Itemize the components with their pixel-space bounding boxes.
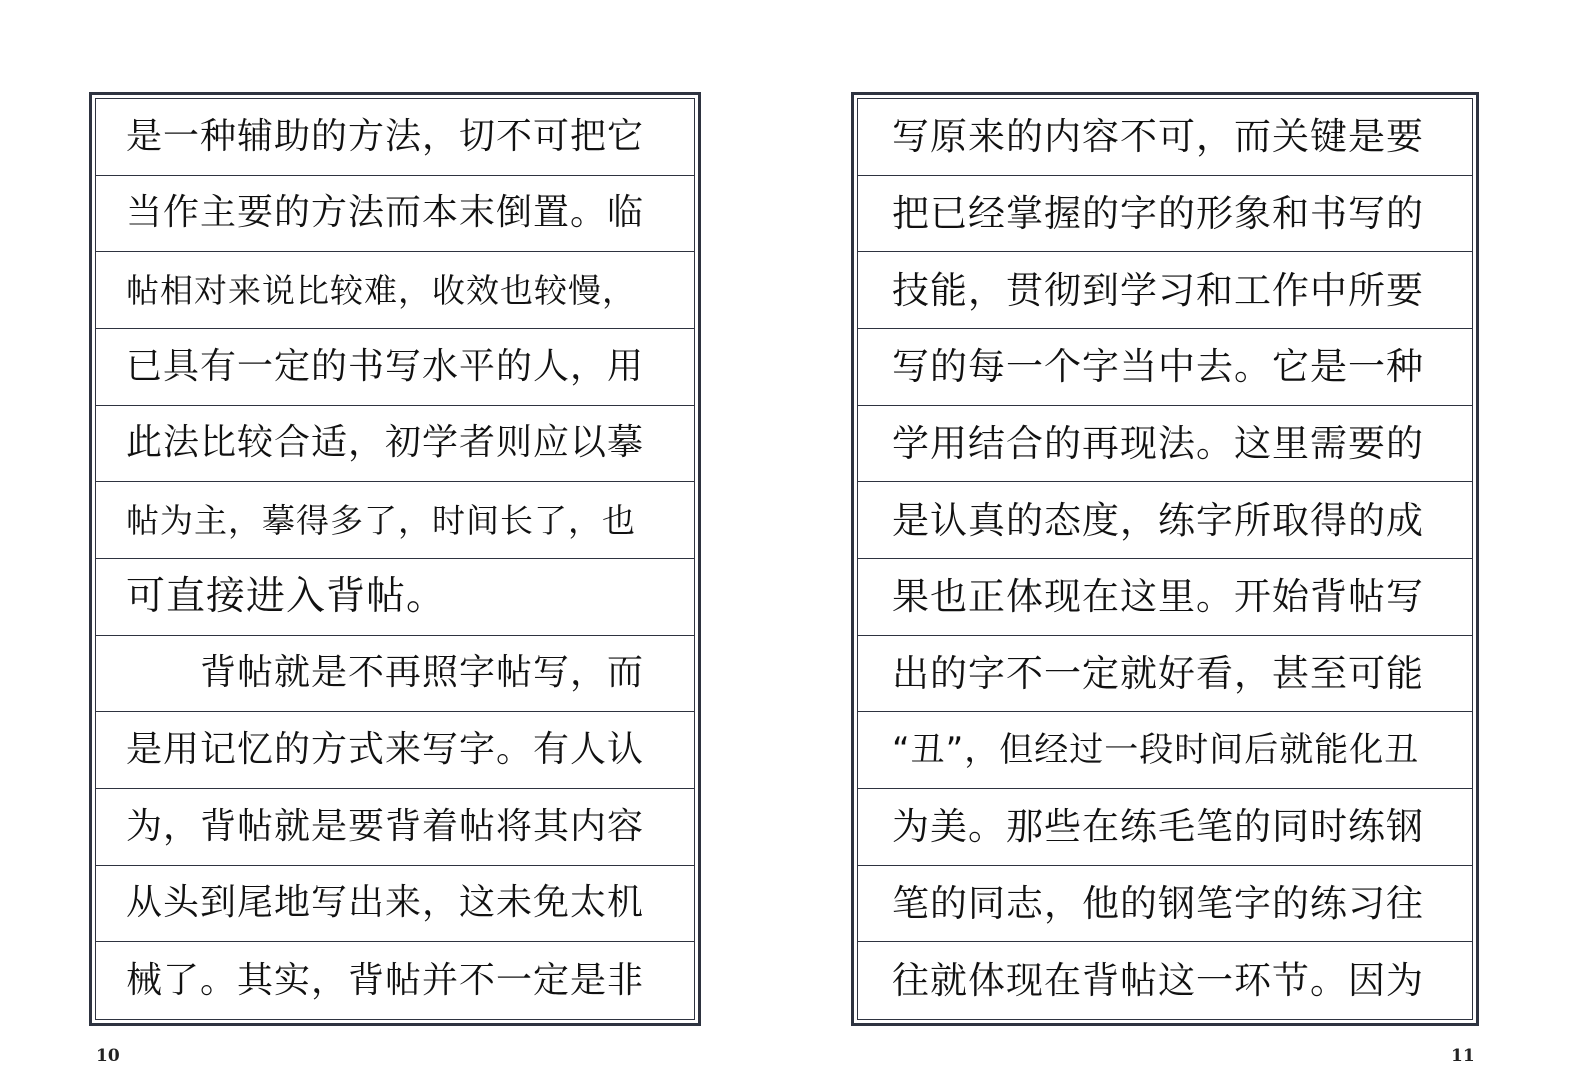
line-text: 是认真的态度，练字所取得的成 xyxy=(892,498,1424,542)
right-page-number: 11 xyxy=(1451,1046,1475,1066)
text-line xyxy=(858,942,1472,1019)
left-page xyxy=(89,92,701,1026)
left-page-number: 10 xyxy=(96,1046,120,1066)
text-line xyxy=(96,559,694,636)
text-line xyxy=(96,329,694,406)
line-text: 果也正体现在这里。开始背帖写 xyxy=(892,575,1424,619)
text-line xyxy=(858,482,1472,559)
left-page-lines xyxy=(96,99,694,1019)
text-line xyxy=(96,942,694,1019)
line-text: 学用结合的再现法。这里需要的 xyxy=(892,421,1424,465)
left-page-inner-border xyxy=(95,98,695,1020)
right-page xyxy=(851,92,1479,1026)
text-line xyxy=(96,252,694,329)
text-line xyxy=(858,789,1472,866)
line-text: 背帖就是不再照字帖写，而 xyxy=(126,652,645,694)
text-line xyxy=(858,559,1472,636)
right-page-lines xyxy=(858,99,1472,1019)
text-line xyxy=(858,99,1472,176)
line-text: 往就体现在背帖这一环节。因为 xyxy=(892,959,1424,1003)
line-text: 帖相对来说比较难，收效也较慢， xyxy=(126,270,636,310)
text-line xyxy=(96,406,694,483)
text-line xyxy=(96,99,694,176)
line-text: 是一种辅助的方法，切不可把它 xyxy=(126,115,645,157)
text-line xyxy=(858,406,1472,483)
text-line xyxy=(858,176,1472,253)
text-line xyxy=(96,712,694,789)
line-text: 写原来的内容不可，而关键是要 xyxy=(892,115,1424,159)
text-line xyxy=(96,176,694,253)
text-line xyxy=(96,866,694,943)
line-text: 为，背帖就是要背着帖将其内容 xyxy=(126,805,645,847)
line-text: 出的字不一定就好看，甚至可能 xyxy=(892,651,1424,695)
line-text: 为美。那些在练毛笔的同时练钢 xyxy=(892,805,1424,849)
right-page-inner-border xyxy=(857,98,1473,1020)
text-line xyxy=(96,482,694,559)
line-text: 可直接进入背帖。 xyxy=(126,574,447,620)
line-text: 此法比较合适，初学者则应以摹 xyxy=(126,422,645,464)
line-text: 把已经掌握的字的形象和书写的 xyxy=(892,191,1424,235)
line-text: 械了。其实，背帖并不一定是非 xyxy=(126,959,645,1001)
line-text: 写的每一个字当中去。它是一种 xyxy=(892,345,1424,389)
line-text: “丑”，但经过一段时间后就能化丑 xyxy=(892,730,1420,771)
line-text: 当作主要的方法而本末倒置。临 xyxy=(126,192,645,234)
line-text: 技能，贯彻到学习和工作中所要 xyxy=(892,268,1424,312)
text-line xyxy=(858,252,1472,329)
line-text: 帖为主，摹得多了，时间长了，也 xyxy=(126,500,636,540)
line-text: 已具有一定的书写水平的人，用 xyxy=(126,345,645,387)
line-text: 是用记忆的方式来写字。有人认 xyxy=(126,729,645,771)
text-line xyxy=(96,636,694,713)
text-line xyxy=(858,866,1472,943)
line-text: 笔的同志，他的钢笔字的练习往 xyxy=(892,881,1424,925)
text-line xyxy=(858,712,1472,789)
text-line xyxy=(858,329,1472,406)
text-line xyxy=(858,636,1472,713)
line-text: 从头到尾地写出来，这未免太机 xyxy=(126,882,645,924)
text-line xyxy=(96,789,694,866)
